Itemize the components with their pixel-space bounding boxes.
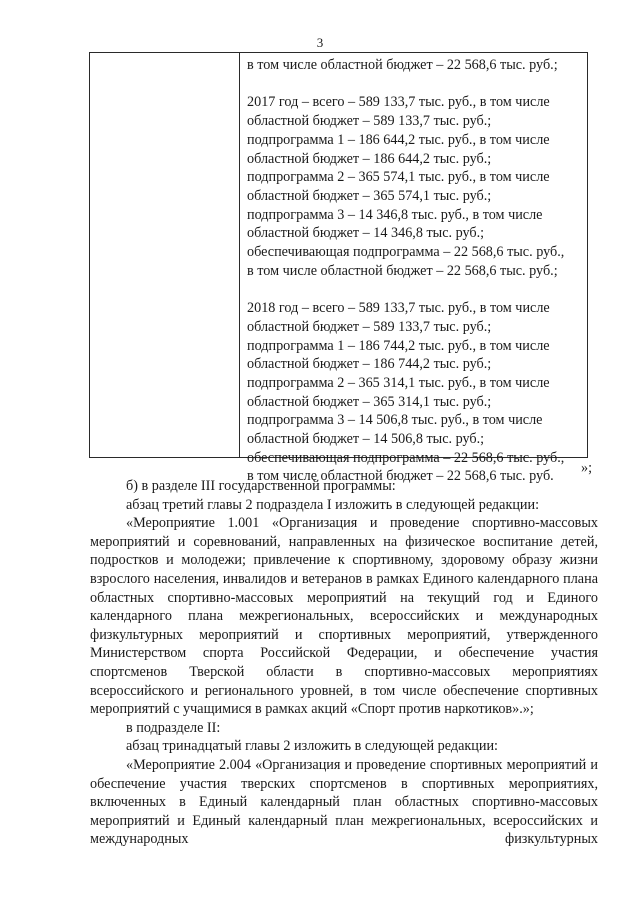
table-line: 2018 год – всего – 589 133,7 тыс. руб., в том числе xyxy=(247,300,550,317)
paragraph-measure-1001: «Мероприятие 1.001 «Организация и проведение спортивно-массовых мероприятий и соревнований, направленных на физическое воспитание детей, подростков и молодежи; привлечение к спортивному, здоровому образу жизни взрослого населения, инвалидов и ветеранов в рамках Единого календарного плана областных спортивно-массовых мероприятий на текущий год и Единого календарного плана межрегиональных, всероссийских и международных физкультурных мероприятий и спортивных мероприятий, утвержденного Министерством спорта Российской Федерации, и обеспечение участия спортсменов Тверской области в спортивно-массовых мероприятиях всероссийского и регионального уровней, в том числе обеспечение спортивных мероприятий с учащимися в рамках акций «Спорт против наркотиков».»; xyxy=(90,515,598,718)
table-line: в том числе областной бюджет – 22 568,6 тыс. руб. xyxy=(247,468,554,485)
table-line: областной бюджет – 365 574,1 тыс. руб.; xyxy=(247,187,492,204)
table-line: подпрограмма 3 – 14 346,8 тыс. руб., в том числе xyxy=(247,206,543,223)
funding-cell xyxy=(247,56,583,486)
table-spacer xyxy=(247,75,583,94)
table-line: областной бюджет – 365 314,1 тыс. руб.; xyxy=(247,393,492,410)
page-number: 3 xyxy=(316,35,324,50)
paragraph-subsection-ii: в подразделе II: xyxy=(126,719,221,736)
table-line: подпрограмма 1 – 186 644,2 тыс. руб., в том числе xyxy=(247,131,550,148)
table-line: в том числе областной бюджет – 22 568,6 тыс. руб.; xyxy=(247,262,558,279)
table-line: обеспечивающая подпрограмма – 22 568,6 тыс. руб., xyxy=(247,449,565,466)
paragraph-section-iii: б) в разделе III государственной программы: xyxy=(126,478,396,494)
budget-table xyxy=(89,52,588,485)
table-line: в том числе областной бюджет – 22 568,6 тыс. руб.; xyxy=(247,57,558,73)
paragraph-instruction-1: абзац третий главы 2 подраздела I изложить в следующей редакции: xyxy=(126,496,540,513)
table-line: областной бюджет – 14 506,8 тыс. руб.; xyxy=(247,431,485,448)
table-line: обеспечивающая подпрограмма – 22 568,6 тыс. руб., xyxy=(247,244,565,261)
table-line: областной бюджет – 14 346,8 тыс. руб.; xyxy=(247,225,485,242)
table-spacer xyxy=(247,280,583,299)
table-line: областной бюджет – 589 133,7 тыс. руб.; xyxy=(247,113,492,130)
closing-quote-mark: »; xyxy=(581,460,593,476)
column-divider xyxy=(239,53,240,457)
paragraph-measure-2004: «Мероприятие 2.004 «Организация и проведение спортивных мероприятий и обеспечение участия тверских спортсменов в спортивных мероприятиях, включенных в Единый календарный план областных спортивно-массовых мероприятий и Единый календарный план межрегиональных, всероссийских и международных физкультурных xyxy=(90,756,598,848)
table-line: областной бюджет – 186 644,2 тыс. руб.; xyxy=(247,150,492,167)
table-line: подпрограмма 2 – 365 314,1 тыс. руб., в том числе xyxy=(247,374,550,391)
table-line: подпрограмма 1 – 186 744,2 тыс. руб., в том числе xyxy=(247,337,550,354)
table-line: областной бюджет – 186 744,2 тыс. руб.; xyxy=(247,356,492,373)
table-line: областной бюджет – 589 133,7 тыс. руб.; xyxy=(247,318,492,335)
document-body xyxy=(90,477,598,849)
table-line: 2017 год – всего – 589 133,7 тыс. руб., в том числе xyxy=(247,94,550,111)
table-line: подпрограмма 3 – 14 506,8 тыс. руб., в том числе xyxy=(247,412,543,429)
table-line: подпрограмма 2 – 365 574,1 тыс. руб., в том числе xyxy=(247,169,550,186)
paragraph-instruction-2: абзац тринадцатый главы 2 изложить в следующей редакции: xyxy=(126,738,498,755)
